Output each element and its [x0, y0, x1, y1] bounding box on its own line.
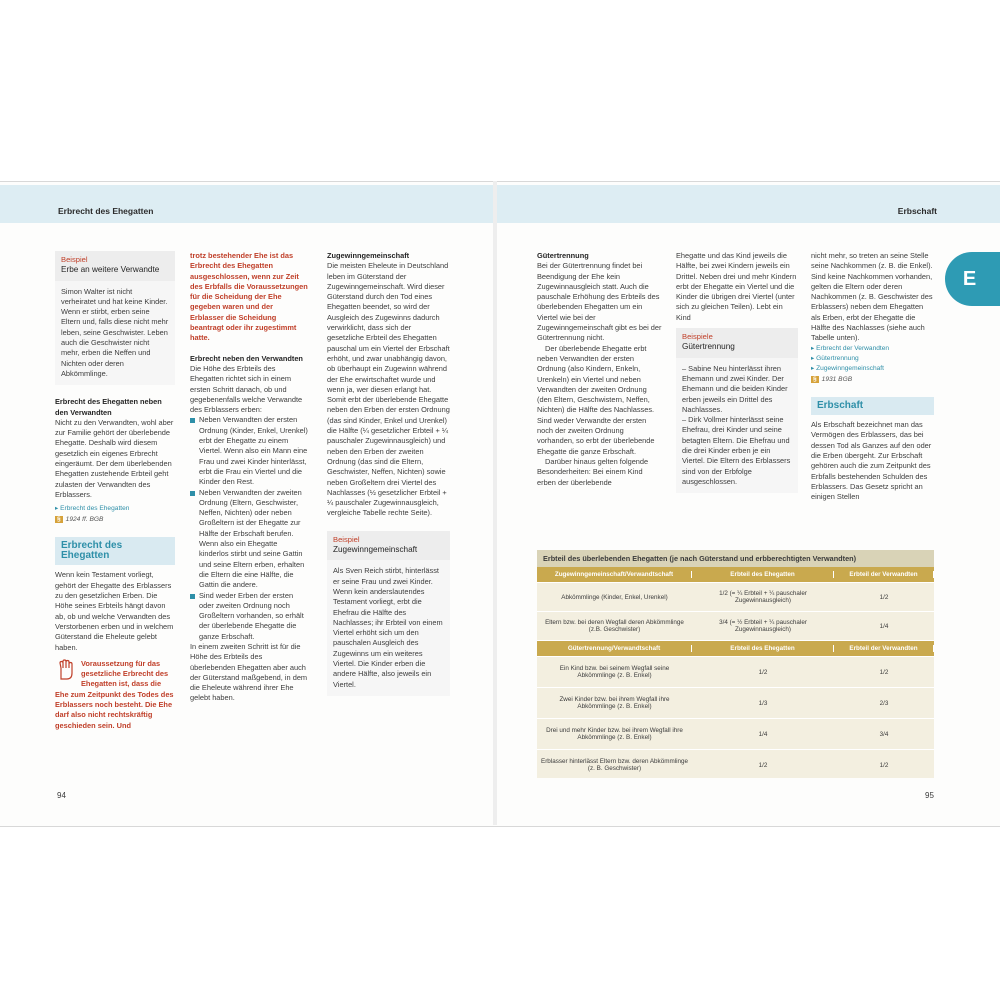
example-box: [327, 531, 450, 696]
running-header-right-title: Erbschaft: [897, 206, 937, 216]
table-cell: Erblasser hinterlässt Eltern bzw. deren Abkömmlinge (z. B. Geschwister): [541, 758, 688, 772]
definition-body: Als Erbschaft bezeichnet man das Vermögen des Erblassers, das bei dessen Tod als Ganzes auf den oder die Erben übergeht. Zur Erbschaft gehören auch die zum Zeitpunkt des Erbfalls bestehenden Schulden des Erblassers. Das Gesetz spricht an einigen Stellen: [811, 420, 932, 502]
alphabet-tab-letter: E: [962, 268, 977, 290]
table-header-row: [537, 567, 934, 583]
body-text: Darüber hinaus gelten folgende Besonderheiten: Bei einem Kind erben der überlebende: [537, 456, 649, 487]
example-body: Simon Walter ist nicht verheiratet und hat keine Kinder. Wenn er stirbt, erben seine Eltern und, falls diese nicht mehr leben, seine Geschwister. Leben auch die Geschwister nicht mehr, erben die Neffen und Nichten oder deren Abkömmlinge.: [55, 281, 175, 386]
page-gutter: [493, 181, 497, 825]
example-label: Beispiele: [682, 332, 713, 342]
table-cell: 1/2: [758, 761, 768, 769]
table-cell: Drei und mehr Kinder bzw. bei ihrem Wegfall ihre Abkömmlinge (z. B. Enkel): [546, 727, 683, 741]
right-column-3: [811, 251, 934, 503]
table-header-cell: Erbteil der Verwandten: [834, 645, 934, 652]
warning-text: Voraussetzung für das gesetzliche Erbrecht des Ehegatten ist, dass die Ehe zum Zeitpunkt des Todes des Erblassers noch besteht. Die Ehe darf also nicht rechtskräftig geschieden sein. Und: [55, 658, 174, 730]
table-cell: 1/3: [758, 699, 768, 707]
body-text: Bei der Gütertrennung findet bei Beendigung der Ehe kein Zugewinnausgleich statt. Auch die pauschale Erhöhung des Erbteils des überlebenden Ehegatten um ein Viertel wie bei der Zugewinngemeinschaft gibt es bei der Gütertrennung nicht.: [537, 261, 662, 343]
right-column-1: [537, 251, 662, 488]
example-label: Beispiel: [333, 534, 360, 544]
table-header-cell: Gütertrennung/Verwandtschaft: [537, 645, 692, 652]
definition-heading: Erbrecht des Ehegatten: [55, 537, 175, 566]
table-cell: 1/2: [879, 668, 889, 676]
table-row: [537, 657, 934, 688]
table-cell: 3/4 (= ½ Erbteil + ¼ pauschaler Zugewinnausgleich): [719, 619, 807, 633]
table-cell: 1/2 (= ¼ Erbteil + ¼ pauschaler Zugewinnausgleich): [719, 590, 807, 604]
body-text: Ehegatte und das Kind jeweils die Hälfte, bei zwei Kindern jeweils ein Drittel. Neben drei und mehr Kindern erbt der Ehegatte ein Viertel und die Kinder die übrigen drei Viertel (unter sich zu gleichen Teilen). Lebt ein Kind: [676, 251, 797, 322]
table-row: [537, 583, 934, 612]
example-title: Gütertrennung: [682, 342, 735, 352]
table-cell: Eltern bzw. bei deren Wegfall deren Abkömmlinge (z.B. Geschwister): [545, 619, 684, 633]
table-row: [537, 719, 934, 750]
table-cell: 2/3: [879, 699, 889, 707]
running-header-left-title: Erbrecht des Ehegatten: [58, 206, 154, 216]
example-title: Zugewinngemeinschaft: [333, 545, 418, 555]
table-caption: Erbteil des überlebenden Ehegatten (je nach Güterstand und erbberechtigten Verwandten): [537, 550, 934, 567]
warning-note: [55, 659, 175, 731]
page-number-left: 94: [57, 791, 66, 800]
table-header-cell: Erbteil des Ehegatten: [692, 571, 834, 578]
left-column-3: [327, 251, 450, 696]
table-row: [537, 612, 934, 641]
running-header-right: [497, 185, 1000, 223]
table-header-cell: Zugewinngemeinschaft/Verwandtschaft: [537, 571, 692, 578]
running-header-left: [0, 185, 493, 223]
paragraph-reference: § 1931 BGB: [811, 375, 934, 385]
table-header-row: [537, 641, 934, 657]
definition-body: Wenn kein Testament vorliegt, gehört der Ehegatte des Erblassers zu den gesetzlichen Erben. Die Höhe seines Erbteils hängt davon ab, ob und welche Verwandten des Verstorbenen erben und in welchem Güterstand die Eheleute gelebt haben.: [55, 570, 174, 652]
page-number-right: 95: [925, 791, 934, 800]
example-title: Erbe an weitere Verwandte: [61, 265, 160, 275]
table-cell: Zwei Kinder bzw. bei ihrem Wegfall ihre Abkömmlinge (z. B. Enkel): [559, 696, 670, 710]
right-column-2: [676, 251, 798, 493]
body-text: In einem zweiten Schritt ist für die Höhe des Erbteils des überlebenden Ehegatten aber auch der Güterstand maßgebend, in dem die Eheleute während ihrer Ehe gelebt haben.: [190, 641, 308, 703]
table-cell: 1/2: [758, 668, 768, 676]
section-heading: Erbrecht neben den Verwandten: [190, 353, 303, 363]
bullet-list: [190, 415, 308, 642]
example-body: Als Sven Reich stirbt, hinterlässt er seine Frau und zwei Kinder. Wenn kein anderslautendes Testament vorliegt, erbt die Ehefrau die Hälfte des Nachlasses; ihr Erbteil von einem Viertel erhöht sich um den pauschalen Ausgleich des Zugewinns um ein weiteres Viertel. Die Kinder erben die andere Hälfte, also jeweils ein Viertel.: [327, 560, 450, 696]
example-body: [676, 358, 798, 494]
stop-hand-icon: [57, 659, 75, 681]
section-heading: Gütertrennung: [537, 251, 589, 260]
warning-continued: trotz bestehender Ehe ist das Erbrecht des Ehegatten ausgeschlossen, wenn zur Zeit des Erbfalls die Voraussetzungen für die Scheidung der Ehe gegeben waren und der Erblasser die Scheidung beantragt oder ihr zugestimmt hatte.: [190, 251, 308, 343]
table-row: [537, 688, 934, 719]
example-item: – Sabine Neu hinterlässt ihren Ehemann und zwei Kinder. Der Ehemann und die beiden Kinder erben jeweils ein Drittel des Nachlasses.: [682, 363, 788, 414]
alphabet-tab[interactable]: [945, 252, 1000, 306]
example-box: [55, 251, 175, 385]
table-header-cell: Erbteil des Ehegatten: [692, 645, 834, 652]
cross-reference-link[interactable]: ▸ Erbrecht des Ehegatten: [55, 504, 175, 514]
paragraph-reference: § 1924 ff. BGB: [55, 515, 175, 525]
list-item: Neben Verwandten der zweiten Ordnung (Eltern, Geschwister, Neffen, Nichten) oder neben Großeltern ist der Ehegatte zur Hälfte der Erbschaft berufen. Wenn also ein Ehegatte kinderlos stirbt und seine Gattin und seine Eltern erben, erhalten die Eltern die eine Hälfte, die Gattin die andere.: [190, 488, 308, 591]
table-cell: 3/4: [879, 730, 889, 738]
cross-reference-link[interactable]: ▸ Gütertrennung: [811, 354, 934, 364]
example-label: Beispiel: [61, 255, 88, 264]
inheritance-share-table: [537, 550, 934, 778]
table-row: [537, 750, 934, 780]
left-column-1: [55, 251, 175, 731]
section-heading: Zugewinngemeinschaft: [327, 251, 410, 260]
table-cell: 1/2: [879, 593, 889, 601]
body-text: Die meisten Eheleute in Deutschland leben im Güterstand der Zugewinngemeinschaft. Wird dieser Güterstand durch den Tod eines Ehegatten beendet, so wird der Ausgleich des Zugewinns dadurch verwirklicht, dass sich der gesetzliche Erbteil des Ehegatten pauschal um ein Viertel der Erbschaft erhöht, und zwar unabhängig davon, ob überhaupt ein Zugewinn während der Ehe erwirtschaftet wurde und wenn ja, wer diesen erlangt hat. Somit erbt der überlebende Ehegatte neben den Erben der ersten Ordnung (das sind Kinder, Enkel und Urenkel) die Hälfte (¼ gesetzlicher Erbteil + ¼ pauschaler Zugewinnausgleich) und neben den Erben der zweiten Ordnung (das sind die Eltern, Geschwister, Neffen, Nichten) sowie neben Großeltern drei Viertel des Nachlasses (½ gesetzlicher Erbteil + ¼ pauschaler Zugewinnausgleich, vergleiche Tabelle rechte Seite).: [327, 261, 450, 518]
table-cell: 1/4: [758, 730, 768, 738]
definition-heading: Erbschaft: [811, 397, 934, 415]
cross-reference-link[interactable]: ▸ Erbrecht der Verwandten: [811, 344, 934, 354]
body-text: Der überlebende Ehegatte erbt neben Verwandten der ersten Ordnung (also Kindern, Enkeln, Urenkeln) ein Viertel und neben Verwandten der zweiten Ordnung (den Eltern, Geschwistern, Neffen, Nichten) die Hälfte des Nachlasses. Sind weder Verwandte der ersten noch der zweiten Ordnung vorhanden, so erbt der überlebende Ehegatte die ganze Erbschaft.: [537, 343, 655, 456]
table-cell: Abkömmlinge (Kinder, Enkel, Urenkel): [561, 593, 668, 601]
table-cell: 1/4: [879, 622, 889, 630]
section-heading: Erbrecht des Ehegatten neben den Verwandten: [55, 397, 162, 417]
table-cell: Ein Kind bzw. bei seinem Wegfall seine Abkömmlinge (z. B. Enkel): [559, 665, 670, 679]
cross-reference-link[interactable]: ▸ Zugewinngemeinschaft: [811, 364, 934, 374]
table-header-cell: Erbteil der Verwandten: [834, 571, 934, 578]
body-text: Die Höhe des Erbteils des Ehegatten richtet sich in einem ersten Schritt danach, ob und gegebenenfalls welche Verwandte des Erblassers erben:: [190, 363, 303, 415]
body-text: Nicht zu den Verwandten, wohl aber zur Familie gehört der überlebende Ehegatte. Deshalb wird diesem gesetzlich ein eigenes Erbrecht eingeräumt. Der dem überlebenden Ehegatten zustehende Erbteil geht zulasten der Verwandten des Erblassers.: [55, 417, 174, 499]
example-item: – Dirk Vollmer hinterlässt seine Ehefrau, drei Kinder und seine betagten Eltern. Die Ehefrau und die drei Kinder erben je ein Viertel. Die Eltern des Erblassers sind von der Erbfolge ausgeschlossen.: [682, 415, 791, 486]
list-item: Sind weder Erben der ersten oder zweiten Ordnung noch Großeltern vorhanden, so erhält der überlebende Ehegatte die ganze Erbschaft.: [190, 591, 308, 642]
body-text: nicht mehr, so treten an seine Stelle seine Nachkommen (z. B. die Enkel). Sind keine Nachkommen vorhanden, gelten die Eltern oder deren Nachkommen (z. B. Geschwister des Erblassers) neben dem Ehegatten als Erben, erbt der Ehegatte die Hälfte des Nachlasses (siehe auch Tabelle unten).: [811, 251, 933, 343]
table-cell: 1/2: [879, 761, 889, 769]
list-item: Neben Verwandten der ersten Ordnung (Kinder, Enkel, Urenkel) erbt der Ehegatte zu einem Viertel. Wenn also ein Mann eine Frau und zwei Kinder hinterlässt, erbt die Frau ein Viertel und die Kinder den Rest.: [190, 415, 308, 487]
example-box: [676, 328, 798, 493]
left-column-2: [190, 251, 308, 704]
